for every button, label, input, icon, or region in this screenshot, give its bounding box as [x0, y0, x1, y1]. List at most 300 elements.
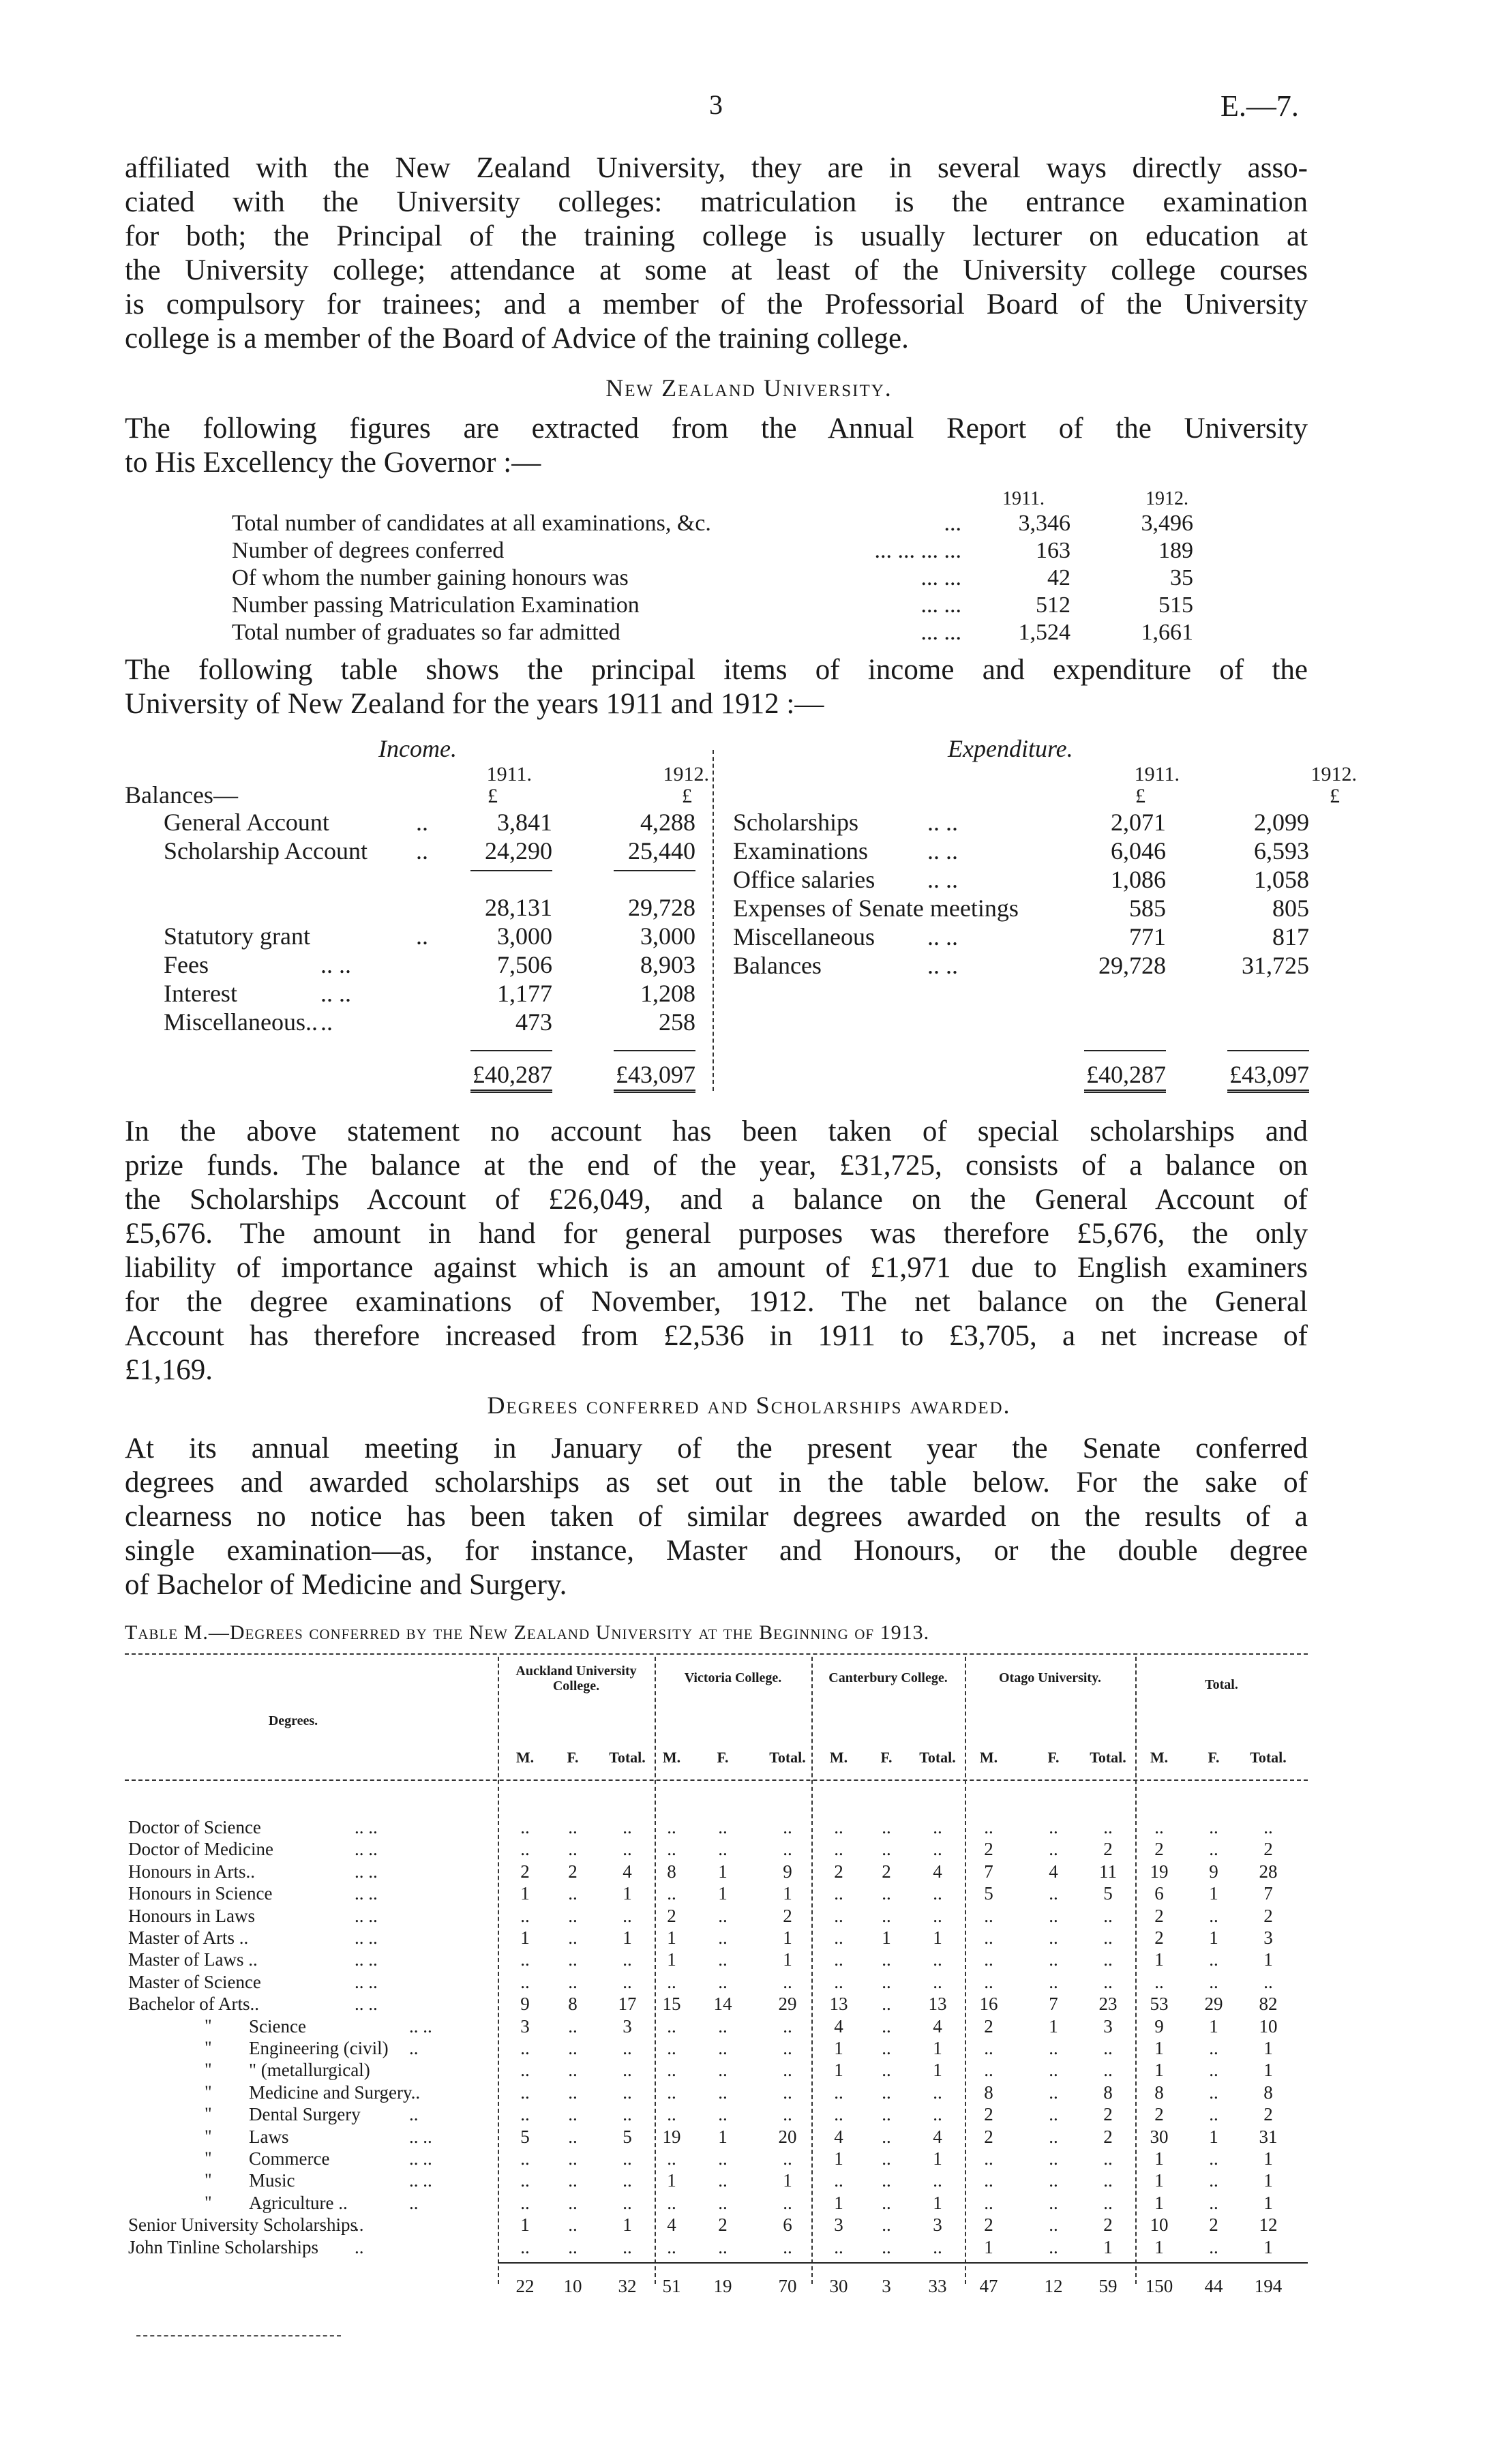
table-m-top-rule [125, 1653, 1308, 1655]
expenditure-1912: 805 [1272, 895, 1309, 922]
row-label: Laws [249, 2126, 289, 2147]
table-cell: 8 [984, 2082, 993, 2103]
table-cell: .. [783, 2038, 792, 2058]
table-cell: 10 [1259, 2015, 1278, 2037]
table-cell: .. [667, 2038, 676, 2058]
table-cell: 1 [783, 1949, 792, 1970]
total-income-1911: £40,287 [473, 1061, 552, 1088]
table-cell: 2 [1103, 1839, 1113, 1860]
income-dots: .. [416, 809, 428, 836]
table-cell: .. [882, 2236, 891, 2257]
page-number: 3 [709, 89, 723, 120]
table-cell: .. [667, 1971, 676, 1992]
college-header: Canterbury College. [828, 1670, 948, 1685]
expenditure-currency-1912: £ [1330, 785, 1340, 807]
row-dots: .. .. [409, 2015, 432, 2037]
column-subheader: Total. [1250, 1749, 1287, 1766]
table-cell: .. [568, 2214, 578, 2236]
table-cell: .. [718, 1839, 728, 1860]
column-subheader: M. [979, 1749, 998, 1766]
table-cell: .. [1209, 2170, 1218, 2191]
table-cell: 1 [1154, 1949, 1164, 1970]
table-cell: 1 [1263, 2148, 1273, 2169]
table-cell: .. [718, 1971, 728, 1992]
table-m-header-rule [125, 1779, 1308, 1781]
table-cell: .. [1209, 2038, 1218, 2058]
table-cell: .. [568, 1927, 578, 1948]
table-cell: 1 [933, 1927, 942, 1948]
income-1912: 8,903 [640, 951, 695, 978]
table-cell: 1 [1049, 2015, 1058, 2037]
table-cell: 1 [933, 2060, 942, 2081]
stats-row-dots: ... ... [920, 620, 961, 645]
income-1912: 3,000 [640, 922, 695, 950]
table-cell: 13 [928, 1994, 947, 2015]
income-1911: 24,290 [485, 837, 552, 865]
stats-value-1911: 512 [1036, 592, 1070, 618]
table-cell: 16 [979, 1994, 998, 2015]
paragraph-statement-notes [125, 1115, 1308, 1387]
income-label: Interest [164, 980, 237, 1007]
total-cell: 3 [882, 2276, 891, 2296]
income-1912: 25,440 [628, 837, 695, 865]
table-cell: .. [882, 1971, 891, 1992]
table-cell: 1 [933, 2038, 942, 2058]
table-cell: 2 [1154, 1839, 1164, 1860]
table-cell: .. [1049, 2082, 1058, 2103]
row-ditto: " [205, 2104, 212, 2124]
income-title: Income. [378, 735, 457, 762]
table-cell: 17 [618, 1994, 637, 2015]
expenditure-1912: 6,593 [1254, 837, 1309, 865]
column-subheader: Total. [919, 1749, 956, 1766]
table-cell: 1 [1263, 2060, 1273, 2081]
column-subheader: Total. [769, 1749, 806, 1766]
table-cell: .. [882, 2104, 891, 2125]
row-dots: .. .. [355, 1839, 378, 1860]
heading-degrees-scholarships: Degrees conferred and Scholarships awarded. [487, 1392, 1011, 1419]
table-cell: .. [1154, 1971, 1164, 1992]
table-cell: 2 [1154, 2104, 1164, 2125]
expenditure-label: Examinations [733, 837, 868, 865]
table-cell: 20 [778, 2126, 797, 2147]
table-cell: 8 [1263, 2082, 1273, 2103]
income-dots: .. [416, 922, 428, 950]
total-expenditure-1911: £40,287 [1086, 1061, 1166, 1088]
table-cell: .. [1049, 2148, 1058, 2169]
table-cell: .. [623, 1817, 632, 1837]
row-dots: .. .. [355, 1994, 378, 2015]
table-cell: 23 [1098, 1994, 1118, 2015]
table-cell: 5 [623, 2126, 632, 2147]
table-cell: 2 [568, 1861, 578, 1882]
total-rule-income-1911-double [470, 1090, 552, 1093]
row-label: Medicine and Surgery.. [249, 2082, 421, 2103]
total-rule-exp-1911-double [1084, 1090, 1166, 1093]
table-cell: .. [834, 1949, 843, 1970]
table-cell: 4 [933, 2126, 942, 2147]
row-ditto: " [205, 2170, 212, 2191]
table-cell: .. [718, 2038, 728, 2058]
table-cell: .. [667, 2082, 676, 2103]
paragraph-line: college is a member of the Board of Advice of the training college. [125, 322, 909, 355]
row-dots: .. .. [355, 1949, 378, 1970]
table-cell: .. [1049, 2104, 1058, 2125]
row-label: Science [249, 2015, 306, 2037]
expenditure-1911: 1,086 [1111, 866, 1166, 893]
table-cell: .. [1209, 2104, 1218, 2125]
table-cell: .. [1209, 1949, 1218, 1970]
row-dots: .. .. [409, 2170, 432, 2191]
table-cell: .. [568, 2192, 578, 2213]
table-cell: .. [882, 2214, 891, 2236]
table-cell: 1 [1263, 2170, 1273, 2191]
row-label: " (metallurgical) [249, 2060, 370, 2081]
table-cell: .. [568, 1971, 578, 1992]
column-subheader: Total. [609, 1749, 646, 1766]
table-cell: .. [520, 1949, 530, 1970]
table-cell: .. [882, 1905, 891, 1926]
table-cell: .. [834, 1927, 843, 1948]
table-m-total-rule [498, 2262, 1308, 2264]
table-cell: .. [1154, 1817, 1164, 1837]
table-cell: .. [1103, 1971, 1113, 1992]
table-cell: 9 [783, 1861, 792, 1882]
table-cell: .. [667, 1883, 676, 1904]
table-cell: .. [718, 2104, 728, 2125]
total-rule-exp-1912-double [1227, 1090, 1309, 1093]
table-cell: .. [1103, 2170, 1113, 2191]
table-cell: .. [568, 2148, 578, 2169]
total-cell: 51 [662, 2276, 681, 2296]
table-cell: .. [984, 1971, 993, 1992]
total-cell: 70 [778, 2276, 797, 2296]
expenditure-1911: 2,071 [1111, 809, 1166, 836]
stats-row-dots: ... [944, 511, 961, 536]
income-1911: 7,506 [497, 951, 552, 978]
table-cell: 1 [520, 2214, 530, 2236]
table-cell: 3 [834, 2214, 843, 2236]
table-cell: 2 [1103, 2104, 1113, 2125]
paragraph-line: liability of importance against which is an amount of £1,971 due to English examiners [125, 1252, 1308, 1284]
table-cell: .. [984, 2170, 993, 2191]
table-cell: .. [984, 1927, 993, 1948]
table-cell: .. [1049, 2126, 1058, 2147]
table-cell: .. [718, 1817, 728, 1837]
table-cell: 4 [933, 1861, 942, 1882]
expenditure-label: Expenses of Senate meetings [733, 895, 1019, 922]
table-cell: .. [520, 2148, 530, 2169]
expenditure-year-1911: 1911. [1134, 763, 1180, 785]
table-cell: .. [1209, 1971, 1218, 1992]
table-cell: 2 [882, 1861, 891, 1882]
table-cell: .. [933, 2236, 942, 2257]
table-cell: .. [718, 2060, 728, 2081]
row-ditto: " [205, 2015, 212, 2036]
table-cell: 5 [520, 2126, 530, 2147]
table-cell: .. [1049, 2236, 1058, 2257]
table-cell: 1 [834, 2060, 843, 2081]
table-cell: .. [667, 2015, 676, 2037]
table-cell: 1 [834, 2038, 843, 2058]
table-cell: 1 [718, 1861, 728, 1882]
table-cell: .. [783, 1817, 792, 1837]
table-cell: 1 [520, 1883, 530, 1904]
table-cell: .. [984, 1817, 993, 1837]
stats-row-dots: ... ... ... ... [874, 538, 961, 563]
table-cell: .. [1103, 2192, 1113, 2213]
paragraph-line: Account has therefore increased from £2,536 in 1911 to £3,705, a net increase of [125, 1320, 1308, 1352]
table-cell: .. [834, 2170, 843, 2191]
table-cell: 12 [1259, 2214, 1278, 2236]
row-dots: .. .. [409, 2126, 432, 2147]
table-m-title: Table M.—Degrees conferred by the New Zealand University at the Beginning of 1913. [125, 1621, 930, 1644]
college-header: Total. [1205, 1677, 1238, 1692]
table-cell: 2 [1263, 2104, 1273, 2125]
table-cell: .. [933, 2104, 942, 2125]
stats-row-label: Total number of candidates at all examinations, &c. [232, 511, 711, 536]
table-cell: 7 [984, 1861, 993, 1882]
total-rule-income-1912-double [614, 1090, 695, 1093]
table-cell: .. [520, 2038, 530, 2058]
table-cell: .. [933, 1949, 942, 1970]
table-cell: .. [882, 2192, 891, 2213]
expenditure-year-1912: 1912. [1310, 763, 1357, 785]
table-cell: 1 [667, 2170, 676, 2191]
table-cell: .. [623, 1905, 632, 1926]
paragraph-line: is compulsory for trainees; and a member of the Professorial Board of the University [125, 288, 1308, 320]
table-cell: .. [783, 2060, 792, 2081]
paragraph-line: £1,169. [125, 1354, 213, 1386]
row-dots: .. .. [355, 1883, 378, 1904]
table-cell: .. [1103, 1949, 1113, 1970]
table-cell: .. [520, 2192, 530, 2213]
row-ditto: " [205, 2126, 212, 2146]
table-cell: 19 [662, 2126, 681, 2147]
table-cell: 1 [1154, 2236, 1164, 2257]
table-cell: 1 [1154, 2148, 1164, 2169]
table-cell: .. [568, 1817, 578, 1837]
table-cell: .. [1049, 1927, 1058, 1948]
row-label: Commerce [249, 2148, 330, 2169]
subtotal-rule-1912 [614, 870, 695, 871]
table-cell: .. [623, 2148, 632, 2169]
income-label: Statutory grant [164, 922, 310, 950]
table-cell: .. [520, 1905, 530, 1926]
table-cell: 14 [713, 1994, 732, 2015]
paragraph-line: of Bachelor of Medicine and Surgery. [125, 1569, 567, 1601]
income-dots: .. [320, 1008, 333, 1036]
table-cell: 1 [1209, 2126, 1218, 2147]
row-ditto: " [205, 2148, 212, 2168]
total-rule-income-1912 [614, 1050, 695, 1051]
stats-value-1912: 3,496 [1141, 511, 1193, 536]
total-cell: 33 [928, 2276, 947, 2296]
expenditure-1911: 6,046 [1111, 837, 1166, 865]
stats-value-1911: 163 [1036, 538, 1070, 563]
table-cell: .. [882, 2015, 891, 2037]
table-cell: .. [718, 2082, 728, 2103]
table-cell: 7 [1263, 1883, 1273, 1904]
total-rule-exp-1911 [1084, 1050, 1166, 1051]
table-cell: .. [783, 2082, 792, 2103]
paragraph-line: The following table shows the principal items of income and expenditure of the [125, 654, 1308, 686]
total-cell: 12 [1044, 2276, 1063, 2296]
paragraph-line: single examination—as, for instance, Master and Honours, or the double degree [125, 1535, 1308, 1567]
table-cell: 31 [1259, 2126, 1278, 2147]
table-cell: .. [882, 1839, 891, 1860]
table-cell: .. [1103, 2060, 1113, 2081]
total-cell: 19 [713, 2276, 732, 2296]
table-cell: 1 [1209, 2015, 1218, 2037]
table-cell: .. [834, 1883, 843, 1904]
column-subheader: M. [515, 1749, 535, 1766]
paragraph-line: In the above statement no account has been taken of special scholarships and [125, 1115, 1308, 1147]
table-cell: 8 [568, 1994, 578, 2015]
stats-row-dots: ... ... [920, 592, 961, 618]
table-cell: 1 [882, 1927, 891, 1948]
table-cell: .. [933, 1839, 942, 1860]
paragraph-line: University of New Zealand for the years 1911 and 1912 :— [125, 688, 824, 720]
table-cell: .. [882, 2082, 891, 2103]
paragraph-line: the University college; attendance at some at least of the University college courses [125, 254, 1308, 286]
row-label: Music [249, 2170, 295, 2191]
table-cell: .. [520, 2170, 530, 2191]
expenditure-dots: .. .. [927, 809, 958, 836]
table-cell: .. [933, 1817, 942, 1837]
table-m-bottom-rule [136, 2335, 341, 2337]
table-cell: .. [667, 2148, 676, 2169]
table-cell: .. [984, 1949, 993, 1970]
income-label: General Account [164, 809, 329, 836]
table-cell: .. [718, 2148, 728, 2169]
row-dots: .. .. [355, 1817, 378, 1837]
table-cell: 3 [623, 2015, 632, 2037]
table-cell: .. [834, 2104, 843, 2125]
table-cell: .. [882, 2038, 891, 2058]
table-cell: 5 [984, 1883, 993, 1904]
table-cell: 1 [933, 2192, 942, 2213]
row-ditto: " [205, 2082, 212, 2102]
row-label: Dental Surgery [249, 2104, 361, 2125]
table-cell: .. [1049, 1949, 1058, 1970]
table-cell: .. [1049, 1817, 1058, 1837]
table-cell: 4 [667, 2214, 676, 2236]
table-cell: .. [623, 2082, 632, 2103]
table-cell: 82 [1259, 1994, 1278, 2015]
table-cell: .. [1263, 1971, 1273, 1992]
table-cell: 1 [1154, 2192, 1164, 2213]
expenditure-label: Miscellaneous [733, 923, 875, 950]
document-reference: E.—7. [1220, 89, 1299, 123]
table-cell: .. [568, 1949, 578, 1970]
income-1912: 1,208 [640, 980, 695, 1007]
table-cell: .. [1209, 2236, 1218, 2257]
total-rule-exp-1912 [1227, 1050, 1309, 1051]
paragraph-senate-meeting [125, 1432, 1308, 1602]
table-cell: .. [568, 2126, 578, 2147]
total-cell: 30 [829, 2276, 848, 2296]
table-cell: .. [882, 2126, 891, 2147]
table-cell: 28 [1259, 1861, 1278, 1882]
stats-row-dots: ... ... [920, 565, 961, 590]
total-cell: 10 [563, 2276, 582, 2296]
table-cell: .. [667, 1817, 676, 1837]
table-cell: .. [783, 1839, 792, 1860]
expenditure-dots: .. .. [927, 837, 958, 865]
table-cell: .. [1209, 1905, 1218, 1926]
table-cell: .. [783, 2148, 792, 2169]
finance-divider [713, 750, 714, 1091]
income-1911: 3,841 [497, 809, 552, 836]
table-cell: .. [568, 1839, 578, 1860]
column-subheader: F. [880, 1749, 893, 1766]
table-cell: 2 [984, 2104, 993, 2125]
paragraph-line: The following figures are extracted from the Annual Report of the University [125, 412, 1308, 445]
stats-row-label: Of whom the number gaining honours was [232, 565, 629, 590]
table-cell: 53 [1150, 1994, 1169, 2015]
expenditure-1912: 31,725 [1242, 952, 1309, 979]
income-label: Scholarship Account [164, 837, 368, 865]
stats-value-1912: 1,661 [1141, 620, 1193, 645]
income-dots: .. .. [320, 980, 351, 1007]
table-cell: .. [882, 2148, 891, 2169]
table-cell: .. [834, 2236, 843, 2257]
stats-value-1912: 515 [1158, 592, 1193, 618]
table-cell: 3 [933, 2214, 942, 2236]
row-dots: .. [409, 2104, 419, 2125]
table-cell: 1 [623, 2214, 632, 2236]
row-label: Agriculture .. [249, 2192, 348, 2213]
table-cell: .. [623, 1971, 632, 1992]
table-cell: .. [882, 1994, 891, 2015]
table-cell: .. [568, 2038, 578, 2058]
table-cell: 30 [1150, 2126, 1169, 2147]
paragraph-line: for the degree examinations of November, 1912. The net balance on the General [125, 1286, 1308, 1318]
table-cell: 1 [1209, 1927, 1218, 1948]
table-cell: 29 [1204, 1994, 1223, 2015]
table-cell: .. [718, 2192, 728, 2213]
college-header: Auckland University College. [515, 1664, 637, 1694]
total-expenditure-1912: £43,097 [1229, 1061, 1309, 1088]
total-income-1912: £43,097 [616, 1061, 695, 1088]
expenditure-title: Expenditure. [948, 735, 1073, 762]
table-cell: .. [984, 2038, 993, 2058]
table-cell: .. [1209, 2060, 1218, 2081]
expenditure-1911: 29,728 [1098, 952, 1166, 979]
table-cell: .. [1049, 2038, 1058, 2058]
table-cell: 1 [520, 1927, 530, 1948]
table-cell: .. [783, 2015, 792, 2037]
table-cell: 9 [1154, 2015, 1164, 2037]
stats-value-1912: 35 [1170, 565, 1193, 590]
table-cell: 8 [1154, 2082, 1164, 2103]
table-cell: .. [933, 1905, 942, 1926]
table-cell: .. [882, 2170, 891, 2191]
table-cell: 4 [1049, 1861, 1058, 1882]
table-cell: .. [568, 2060, 578, 2081]
table-cell: 1 [1209, 1883, 1218, 1904]
table-cell: .. [1103, 1817, 1113, 1837]
row-label: Master of Laws .. [128, 1949, 258, 1970]
column-subheader: M. [829, 1749, 848, 1766]
table-cell: 7 [1049, 1994, 1058, 2015]
table-cell: .. [667, 2104, 676, 2125]
table-cell: 1 [1103, 2236, 1113, 2257]
expenditure-dots: .. .. [927, 952, 958, 979]
table-cell: 5 [1103, 1883, 1113, 1904]
table-cell: 1 [667, 1949, 676, 1970]
